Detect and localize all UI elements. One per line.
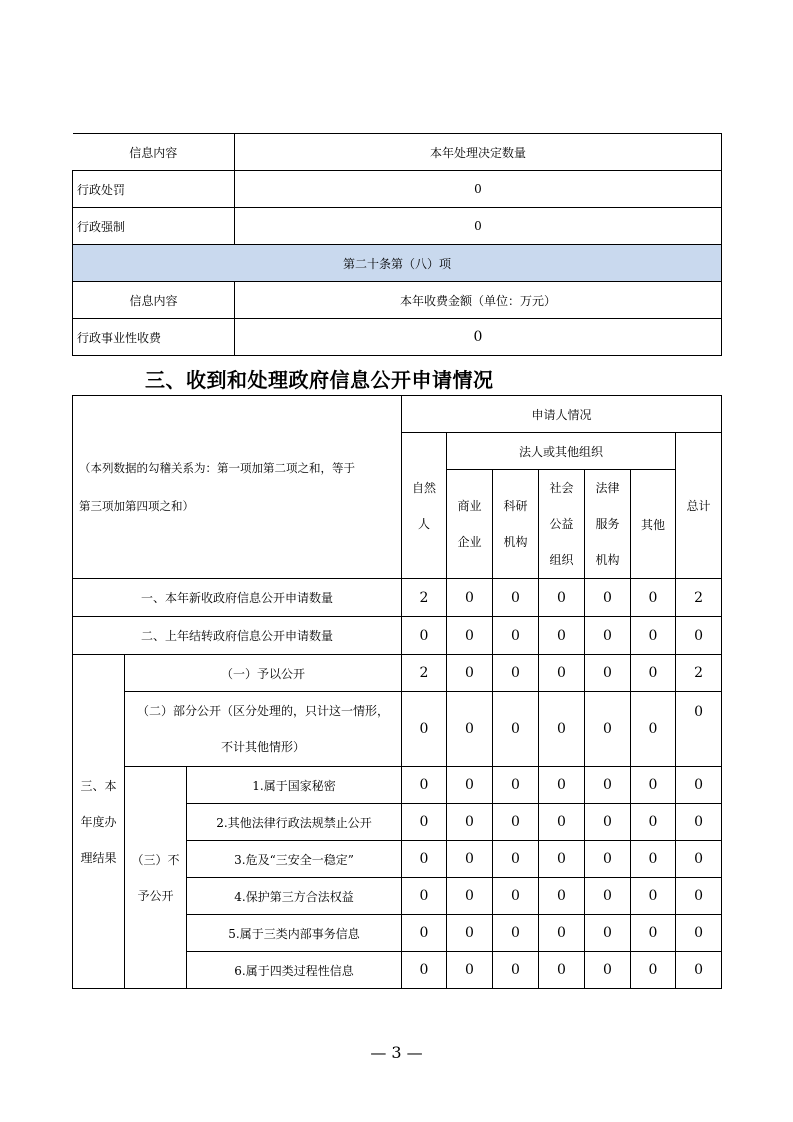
value-cell: 0 [447,952,493,989]
value-cell: 0 [631,692,676,767]
application-table [72,395,722,989]
value-cell: 0 [493,952,539,989]
row-label: 行政强制 [73,208,235,245]
value-cell: 0 [539,767,585,804]
value-cell: 0 [402,692,447,767]
value-cell: 2 [676,655,722,692]
row-label: 一、本年新收政府信息公开申请数量 [73,579,402,617]
section-bar-row [73,245,722,282]
value-cell: 2 [402,655,447,692]
value-cell: 0 [402,804,447,841]
header-decision-count: 本年处理决定数量 [235,134,722,171]
value-cell: 2 [402,579,447,617]
value-cell: 0 [585,579,631,617]
value-cell: 0 [585,915,631,952]
research-header: 科研 机构 [493,470,539,579]
row-label: 3.危及“三安全一稳定” [187,841,402,878]
value-cell: 0 [585,767,631,804]
value-cell: 0 [493,878,539,915]
value-cell: 0 [585,655,631,692]
row-label: （二）部分公开（区分处理的，只计这一情形， 不计其他情形） [125,692,402,767]
row-label: 行政事业性收费 [73,319,235,356]
value-cell: 0 [539,655,585,692]
total-header: 总计 [676,433,722,579]
value-cell: 0 [676,841,722,878]
value-cell: 0 [493,655,539,692]
value-cell: 0 [402,878,447,915]
value-cell: 0 [402,617,447,655]
legal-service-header: 法律 服务 机构 [585,470,631,579]
row-label: （一）予以公开 [125,655,402,692]
value-cell: 0 [585,841,631,878]
value-cell: 0 [539,952,585,989]
decision-count-table [72,133,722,356]
value-cell: 0 [447,617,493,655]
legal-entity-header: 法人或其他组织 [447,433,676,470]
section-bar: 第二十条第（八）项 [73,245,722,282]
row-label: 5.属于三类内部事务信息 [187,915,402,952]
value-cell: 0 [493,915,539,952]
row-value: 0 [235,171,722,208]
group-label-result: 三、本 年度办 理结果 [73,655,125,989]
value-cell: 0 [402,767,447,804]
subgroup-label-not-disclosed: （三）不 予公开 [125,767,187,989]
social-welfare-header: 社会 公益 组织 [539,470,585,579]
page-number: — 3 — [370,1043,423,1062]
table-row [73,692,722,767]
value-cell: 0 [447,767,493,804]
table-row [73,319,722,356]
row-value: 0 [235,319,722,356]
value-cell: 0 [402,952,447,989]
header-row [73,396,722,433]
value-cell: 0 [631,767,676,804]
natural-person-header: 自然 人 [402,433,447,579]
relation-note-line1: （本列数据的勾稽关系为：第一项加第二项之和，等于 [79,461,355,475]
value-cell: 0 [631,841,676,878]
value-cell: 2 [676,579,722,617]
value-cell: 0 [447,841,493,878]
value-cell: 0 [631,617,676,655]
value-cell: 0 [539,878,585,915]
relation-note [73,396,402,579]
value-cell: 0 [676,878,722,915]
value-cell: 0 [493,579,539,617]
table-row [73,617,722,655]
value-cell: 0 [631,804,676,841]
value-cell: 0 [493,692,539,767]
value-cell: 0 [676,915,722,952]
applicant-header: 申请人情况 [402,396,722,433]
header-info-content: 信息内容 [73,134,235,171]
value-cell: 0 [631,579,676,617]
other-header: 其他 [631,470,676,579]
value-cell: 0 [447,804,493,841]
value-cell: 0 [539,915,585,952]
row-label: 二、上年结转政府信息公开申请数量 [73,617,402,655]
value-cell: 0 [402,915,447,952]
row-label: 1.属于国家秘密 [187,767,402,804]
table-header-row [73,282,722,319]
row-label: 2.其他法律行政法规禁止公开 [187,804,402,841]
business-header: 商业 企业 [447,470,493,579]
value-cell: 0 [585,804,631,841]
table-row [73,767,722,804]
section-heading: 三、收到和处理政府信息公开申请情况 [145,368,494,392]
value-cell: 0 [539,692,585,767]
value-cell: 0 [585,617,631,655]
table-row [73,655,722,692]
value-cell: 0 [631,878,676,915]
value-cell: 0 [585,692,631,767]
value-cell: 0 [402,841,447,878]
value-cell: 0 [676,952,722,989]
value-cell: 0 [631,655,676,692]
header-fee-amount: 本年收费金额（单位：万元） [235,282,722,319]
value-cell: 0 [539,579,585,617]
value-cell: 0 [493,804,539,841]
value-cell: 0 [631,952,676,989]
value-cell: 0 [676,617,722,655]
row-label: 行政处罚 [73,171,235,208]
value-cell: 0 [631,915,676,952]
value-cell: 0 [676,692,722,767]
value-cell: 0 [447,579,493,617]
value-cell: 0 [493,767,539,804]
row-label: 4.保护第三方合法权益 [187,878,402,915]
header-info-content: 信息内容 [73,282,235,319]
table-row [73,579,722,617]
table-row [73,171,722,208]
table-header-row [73,134,722,171]
value-cell: 0 [447,915,493,952]
relation-note-line2: 第三项加第四项之和） [79,499,194,513]
row-value: 0 [235,208,722,245]
value-cell: 0 [447,655,493,692]
value-cell: 0 [539,617,585,655]
value-cell: 0 [539,841,585,878]
value-cell: 0 [493,617,539,655]
value-cell: 0 [539,804,585,841]
value-cell: 0 [447,692,493,767]
value-cell: 0 [447,878,493,915]
value-cell: 0 [585,952,631,989]
value-cell: 0 [676,767,722,804]
table-row [73,208,722,245]
value-cell: 0 [585,878,631,915]
value-cell: 0 [676,804,722,841]
row-label: 6.属于四类过程性信息 [187,952,402,989]
value-cell: 0 [493,841,539,878]
